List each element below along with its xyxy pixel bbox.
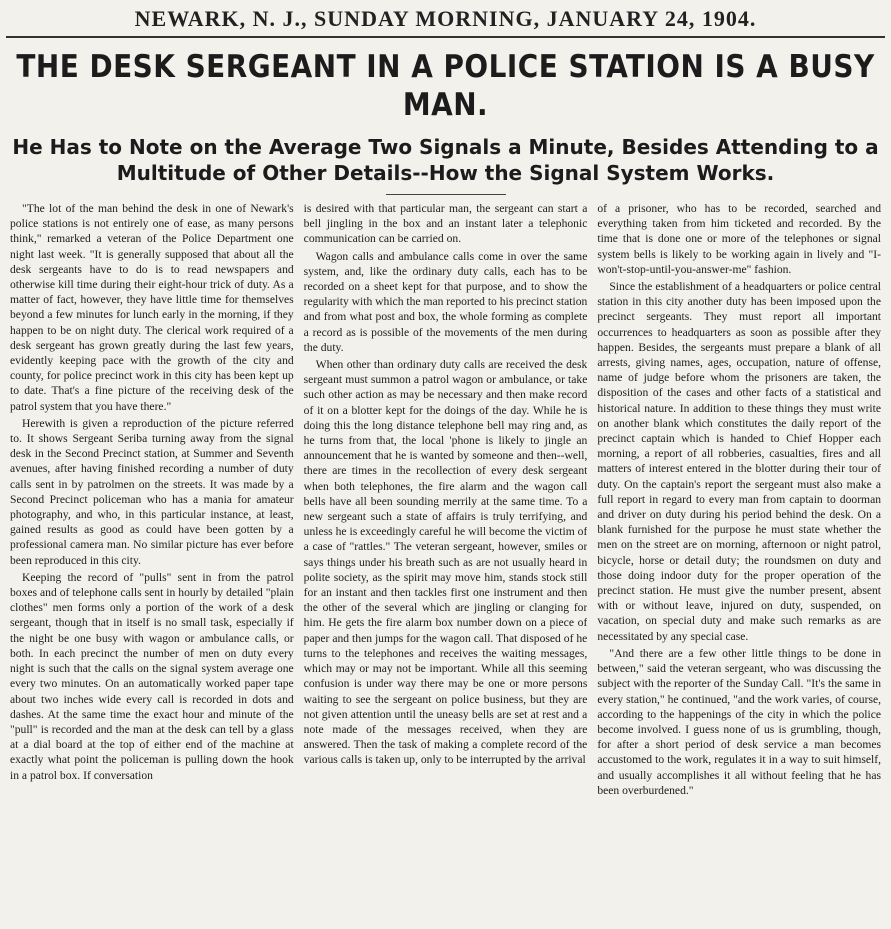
paragraph: Wagon calls and ambulance calls come in over the same system, and, like the ordinary duty calls, each has to be recorded on a sheet kept for that purpose, and to show the regularity with which the man reported to his precinct station and from what post and box, the whole forming as complete a record as is possible of the movements of the men during the duty. xyxy=(303,249,588,354)
headline: THE DESK SERGEANT IN A POLICE STATION IS A BUSY MAN. xyxy=(16,49,875,123)
article-column-3 xyxy=(597,201,881,929)
article-column-1 xyxy=(10,201,294,929)
paragraph: When other than ordinary duty calls are received the desk sergeant must summon a patrol wagon or ambulance, or take such other action as may be necessary and then make record of it on a blotter kept for the doings of the day. While he is doing this the long distance telephone bell may ring and, as he turns from that, the local 'phone is likely to jingle an announcement that he is wanted by someone and then--well, there are times in the recollection of every desk sergeant when both telephones, the fire alarm and the wagon call bells have all been sounding merrily at the same time. To a new sergeant such a state of affairs is truly terrifying, and unless he is exceedingly careful he will become the victim of a case of "rattles." The veteran sergeant, however, smiles or says things under his breath such as are not usually heard in polite society, as the spirit may move him, stands stock still for an instant and then tackles first one instrument and then the other of the several which are jingling or clanging for him. He gets the fire alarm box number down on a piece of paper and then jumps for the wagon call. That disposed of he turns to the telephones and receives the waiting messages, which may or may not be important. While all this seeming confusion is under way there may be one or more persons waiting to see the sergeant on police business, but they are not given attention until the uneasy bells are set at rest and a note made of the messages received, when they are answered. Then the task of making a complete record of the various calls is taken up, only to be interrupted by the arrival xyxy=(303,358,588,767)
subheadline: He Has to Note on the Average Two Signals a Minute, Besides Attending to a Multitude of Other Details--How the Signal System Works. xyxy=(12,135,879,185)
paragraph: Since the establishment of a headquarters or police central station in this city another duty has been imposed upon the precinct sergeants. They must report all important occurrences to headquarters as soon as possible after they happen. Besides, the sergeants must prepare a blank of all arrests, giving names, ages, occupation, nature of offense, name of judge before whom the prisoners are taken, the disposition of the cases and other facts of a statistical and historical nature. In addition to these things they must write on another blank which constitutes the daily report of the precinct captain which is handed to Chief Hopper each morning, a report of all robberies, casualties, fires and all matters of interest entered in the blotter during their tour of duty. On the captain's report the sergeant must also make a full report in regard to every man from captain to doorman and driver on duty during his period behind the desk. On a blank furnished for the purpose he must state whether the men on the street are on morning, afternoon or night patrol, bicycle, horse or detail duty; the roundsmen on duty and those doing indoor duty for the proper operation of the precinct station. He must give the number present, absent with or without leave, injured on duty, suspended, on vacation, on special duty and make such remarks as are necessitated by any special case. xyxy=(597,280,882,643)
paragraph: "And there are a few other little things to be done in between," said the veteran sergeant, who was discussing the subject with the reporter of the Sunday Call. "It's the same in every station," he continued, "and the work varies, of course, according to the happenings of the city in which the police become involved. I guess none of us is grumbling, though, for after a short period of desk service a man becomes accustomed to the work, regulates it in a way to suit himself, and usually accomplishes it all without feeling that he has been overburdened." xyxy=(597,646,882,797)
dateline-rule xyxy=(6,36,885,38)
article-column-2 xyxy=(304,201,588,929)
dateline: NEWARK, N. J., SUNDAY MORNING, JANUARY 24, 1904. xyxy=(134,6,757,31)
paragraph: Keeping the record of "pulls" sent in from the patrol boxes and of telephone calls sent in hourly by detailed "plain clothes" men forms only a portion of the work of a desk sergeant, though that in itself is no small task, especially if the night be one busy with wagon or ambulance calls, or both. In each precinct the number of men on duty every night is such that the calls on the signal system average one every two minutes. On an automatically worked paper tape about two inches wide every call is recorded in dots and dashes. At the same time the exact hour and minute of the "pull" is recorded and the man at the desk can tell by a glass at a dial board at the top of either end of the machine at exactly what point the policeman is pulling down the hook in a patrol box. If conversation xyxy=(10,570,294,782)
paragraph: "The lot of the man behind the desk in one of Newark's police stations is not entirely one of ease, as many persons think," remarked a veteran of the Police Department one night last week. "It is generally supposed that about all the desk sergeants have to do is to read newspapers and otherwise kill time during their eight-hour trick of duty. As a matter of fact, however, they have little time for themselves beyond a few minutes for lunch early in the morning, if they happen to be on night duty. The clerical work required of a desk sergeant has grown greatly during the last few years, evidently keeping pace with the growth of the city and county, for police precinct work in this city has been kept up to date. That's a fine picture of the receiving desk of the patrol system that you have there." xyxy=(10,202,294,413)
paragraph: Herewith is given a reproduction of the picture referred to. It shows Sergeant Seriba turning away from the signal desk in the Second Precinct station, at Summer and Seventh avenues, after having finished recording a number of duty calls sent in by patrolmen on the streets. It was made by a Second Precinct policeman who has a mania for amateur photography, and who, in this particular instance, at least, gained results as good as could have been gotten by a professional camera man. No similar picture has ever before been reproduced in this city. xyxy=(10,416,294,567)
paragraph-continuation: of a prisoner, who has to be recorded, searched and everything taken from him ticketed and recorded. By the time that is done one or more of the telephones or signal system bells is likely to be working again in lively and "I-won't-stop-until-you-answer-me" fashion. xyxy=(597,202,882,276)
section-divider xyxy=(386,194,506,195)
paragraph-continuation: is desired with that particular man, the sergeant can start a bell jingling in the box and an instant later a telephonic communication can be carried on. xyxy=(303,202,588,246)
article-body xyxy=(6,201,885,929)
